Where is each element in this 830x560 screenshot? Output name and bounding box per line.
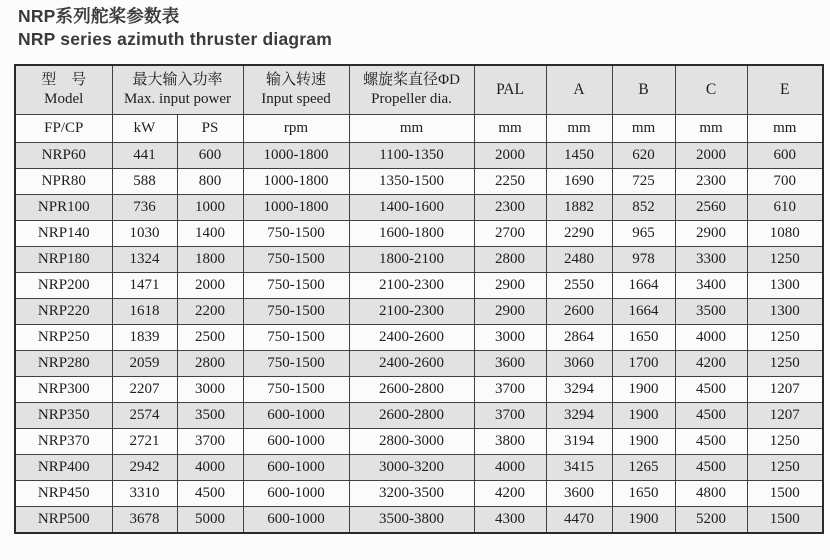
value-cell: 2600 bbox=[546, 299, 612, 325]
value-cell: 2560 bbox=[675, 195, 747, 221]
value-cell: 2800-3000 bbox=[349, 429, 474, 455]
unit-cell: mm bbox=[349, 115, 474, 143]
value-cell: 725 bbox=[612, 169, 675, 195]
value-cell: 2500 bbox=[177, 325, 243, 351]
value-cell: 1900 bbox=[612, 403, 675, 429]
header-row bbox=[15, 65, 823, 115]
value-cell: 4200 bbox=[675, 351, 747, 377]
value-cell: 2207 bbox=[112, 377, 177, 403]
value-cell: 600-1000 bbox=[243, 403, 349, 429]
value-cell: 1300 bbox=[747, 273, 823, 299]
model-cell: NRP180 bbox=[15, 247, 112, 273]
column-header-model bbox=[15, 65, 112, 115]
value-cell: 3300 bbox=[675, 247, 747, 273]
units-row bbox=[15, 115, 823, 143]
unit-cell: rpm bbox=[243, 115, 349, 143]
column-header-label-zh: 最大输入功率 bbox=[132, 71, 223, 88]
value-cell: 2000 bbox=[177, 273, 243, 299]
table-body bbox=[15, 143, 823, 533]
value-cell: 2574 bbox=[112, 403, 177, 429]
value-cell: 3294 bbox=[546, 403, 612, 429]
value-cell: 1030 bbox=[112, 221, 177, 247]
value-cell: 600 bbox=[747, 143, 823, 169]
table-row bbox=[15, 481, 823, 507]
value-cell: 2800 bbox=[474, 247, 546, 273]
value-cell: 1000-1800 bbox=[243, 169, 349, 195]
value-cell: 2700 bbox=[474, 221, 546, 247]
table-row bbox=[15, 247, 823, 273]
value-cell: 4500 bbox=[675, 403, 747, 429]
value-cell: 4000 bbox=[474, 455, 546, 481]
value-cell: 2480 bbox=[546, 247, 612, 273]
unit-cell: kW bbox=[112, 115, 177, 143]
column-header-label-en: Max. input power bbox=[123, 91, 232, 108]
value-cell: 1400 bbox=[177, 221, 243, 247]
value-cell: 1250 bbox=[747, 429, 823, 455]
value-cell: 3500 bbox=[675, 299, 747, 325]
model-cell: NRP220 bbox=[15, 299, 112, 325]
value-cell: 852 bbox=[612, 195, 675, 221]
value-cell: 4500 bbox=[675, 377, 747, 403]
value-cell: 1450 bbox=[546, 143, 612, 169]
value-cell: 1839 bbox=[112, 325, 177, 351]
column-header-a: A bbox=[546, 65, 612, 115]
unit-cell: mm bbox=[612, 115, 675, 143]
value-cell: 978 bbox=[612, 247, 675, 273]
model-cell: NRP350 bbox=[15, 403, 112, 429]
value-cell: 750-1500 bbox=[243, 377, 349, 403]
column-header-input-speed bbox=[243, 65, 349, 115]
value-cell: 1800-2100 bbox=[349, 247, 474, 273]
value-cell: 750-1500 bbox=[243, 273, 349, 299]
value-cell: 2100-2300 bbox=[349, 273, 474, 299]
value-cell: 3060 bbox=[546, 351, 612, 377]
model-cell: NPR100 bbox=[15, 195, 112, 221]
value-cell: 2900 bbox=[675, 221, 747, 247]
page-header bbox=[18, 5, 830, 51]
table-row bbox=[15, 143, 823, 169]
value-cell: 441 bbox=[112, 143, 177, 169]
value-cell: 2250 bbox=[474, 169, 546, 195]
value-cell: 600-1000 bbox=[243, 507, 349, 533]
value-cell: 1207 bbox=[747, 377, 823, 403]
value-cell: 1664 bbox=[612, 299, 675, 325]
value-cell: 700 bbox=[747, 169, 823, 195]
value-cell: 1900 bbox=[612, 429, 675, 455]
value-cell: 2300 bbox=[474, 195, 546, 221]
value-cell: 3500 bbox=[177, 403, 243, 429]
value-cell: 600-1000 bbox=[243, 455, 349, 481]
value-cell: 3600 bbox=[474, 351, 546, 377]
value-cell: 3310 bbox=[112, 481, 177, 507]
value-cell: 2400-2600 bbox=[349, 325, 474, 351]
thruster-spec-table bbox=[14, 64, 824, 534]
value-cell: 3294 bbox=[546, 377, 612, 403]
value-cell: 1471 bbox=[112, 273, 177, 299]
column-header-label-en: Model bbox=[44, 91, 84, 108]
value-cell: 3700 bbox=[474, 377, 546, 403]
column-header-pal: PAL bbox=[474, 65, 546, 115]
column-header-propeller-dia bbox=[349, 65, 474, 115]
value-cell: 1265 bbox=[612, 455, 675, 481]
unit-cell: FP/CP bbox=[15, 115, 112, 143]
page-title-zh: NRP系列舵桨参数表 bbox=[18, 6, 180, 26]
column-header-label-en: Propeller dia. bbox=[371, 91, 452, 108]
model-cell: NRP400 bbox=[15, 455, 112, 481]
value-cell: 3800 bbox=[474, 429, 546, 455]
table-row bbox=[15, 195, 823, 221]
table-row bbox=[15, 377, 823, 403]
value-cell: 4500 bbox=[177, 481, 243, 507]
value-cell: 1000-1800 bbox=[243, 195, 349, 221]
value-cell: 1900 bbox=[612, 377, 675, 403]
value-cell: 2200 bbox=[177, 299, 243, 325]
model-cell: NRP280 bbox=[15, 351, 112, 377]
value-cell: 600-1000 bbox=[243, 481, 349, 507]
value-cell: 1250 bbox=[747, 455, 823, 481]
value-cell: 4800 bbox=[675, 481, 747, 507]
value-cell: 4500 bbox=[675, 429, 747, 455]
value-cell: 600-1000 bbox=[243, 429, 349, 455]
table-row bbox=[15, 429, 823, 455]
value-cell: 2600-2800 bbox=[349, 403, 474, 429]
value-cell: 1250 bbox=[747, 351, 823, 377]
column-header-label-zh: 型 号 bbox=[41, 71, 87, 88]
value-cell: 3400 bbox=[675, 273, 747, 299]
value-cell: 1650 bbox=[612, 481, 675, 507]
value-cell: 2550 bbox=[546, 273, 612, 299]
value-cell: 1500 bbox=[747, 507, 823, 533]
value-cell: 2100-2300 bbox=[349, 299, 474, 325]
value-cell: 1100-1350 bbox=[349, 143, 474, 169]
value-cell: 1500 bbox=[747, 481, 823, 507]
value-cell: 1690 bbox=[546, 169, 612, 195]
value-cell: 2059 bbox=[112, 351, 177, 377]
table-row bbox=[15, 299, 823, 325]
value-cell: 2864 bbox=[546, 325, 612, 351]
unit-cell: mm bbox=[675, 115, 747, 143]
model-cell: NRP200 bbox=[15, 273, 112, 299]
unit-cell: mm bbox=[747, 115, 823, 143]
value-cell: 3678 bbox=[112, 507, 177, 533]
value-cell: 750-1500 bbox=[243, 325, 349, 351]
value-cell: 1700 bbox=[612, 351, 675, 377]
value-cell: 1650 bbox=[612, 325, 675, 351]
table-head bbox=[15, 65, 823, 143]
value-cell: 1400-1600 bbox=[349, 195, 474, 221]
value-cell: 2942 bbox=[112, 455, 177, 481]
value-cell: 5000 bbox=[177, 507, 243, 533]
column-header-b: B bbox=[612, 65, 675, 115]
value-cell: 2400-2600 bbox=[349, 351, 474, 377]
table-row bbox=[15, 221, 823, 247]
unit-cell: mm bbox=[546, 115, 612, 143]
value-cell: 3415 bbox=[546, 455, 612, 481]
value-cell: 610 bbox=[747, 195, 823, 221]
value-cell: 2721 bbox=[112, 429, 177, 455]
value-cell: 3700 bbox=[474, 403, 546, 429]
value-cell: 4000 bbox=[177, 455, 243, 481]
value-cell: 1000 bbox=[177, 195, 243, 221]
value-cell: 1250 bbox=[747, 325, 823, 351]
value-cell: 4500 bbox=[675, 455, 747, 481]
value-cell: 2900 bbox=[474, 273, 546, 299]
value-cell: 1000-1800 bbox=[243, 143, 349, 169]
model-cell: NRP140 bbox=[15, 221, 112, 247]
value-cell: 1324 bbox=[112, 247, 177, 273]
value-cell: 750-1500 bbox=[243, 351, 349, 377]
value-cell: 1300 bbox=[747, 299, 823, 325]
page bbox=[0, 5, 830, 534]
value-cell: 4300 bbox=[474, 507, 546, 533]
column-header-e: E bbox=[747, 65, 823, 115]
value-cell: 1207 bbox=[747, 403, 823, 429]
unit-cell: mm bbox=[474, 115, 546, 143]
table-row bbox=[15, 169, 823, 195]
model-cell: NRP370 bbox=[15, 429, 112, 455]
value-cell: 750-1500 bbox=[243, 221, 349, 247]
value-cell: 750-1500 bbox=[243, 299, 349, 325]
value-cell: 965 bbox=[612, 221, 675, 247]
value-cell: 4000 bbox=[675, 325, 747, 351]
unit-cell: PS bbox=[177, 115, 243, 143]
value-cell: 1618 bbox=[112, 299, 177, 325]
table-row bbox=[15, 455, 823, 481]
model-cell: NRP300 bbox=[15, 377, 112, 403]
page-title-en: NRP series azimuth thruster diagram bbox=[18, 28, 332, 49]
value-cell: 1800 bbox=[177, 247, 243, 273]
value-cell: 1882 bbox=[546, 195, 612, 221]
value-cell: 1664 bbox=[612, 273, 675, 299]
value-cell: 4470 bbox=[546, 507, 612, 533]
value-cell: 3000 bbox=[474, 325, 546, 351]
value-cell: 3600 bbox=[546, 481, 612, 507]
value-cell: 3700 bbox=[177, 429, 243, 455]
model-cell: NRP500 bbox=[15, 507, 112, 533]
value-cell: 2290 bbox=[546, 221, 612, 247]
value-cell: 3000 bbox=[177, 377, 243, 403]
value-cell: 2000 bbox=[675, 143, 747, 169]
model-cell: NRP250 bbox=[15, 325, 112, 351]
value-cell: 620 bbox=[612, 143, 675, 169]
value-cell: 1350-1500 bbox=[349, 169, 474, 195]
value-cell: 1080 bbox=[747, 221, 823, 247]
table-row bbox=[15, 273, 823, 299]
value-cell: 1900 bbox=[612, 507, 675, 533]
value-cell: 2600-2800 bbox=[349, 377, 474, 403]
value-cell: 2000 bbox=[474, 143, 546, 169]
model-cell: NRP450 bbox=[15, 481, 112, 507]
table-row bbox=[15, 325, 823, 351]
value-cell: 1250 bbox=[747, 247, 823, 273]
value-cell: 800 bbox=[177, 169, 243, 195]
value-cell: 736 bbox=[112, 195, 177, 221]
column-header-label-en: Input speed bbox=[261, 91, 331, 108]
model-cell: NRP60 bbox=[15, 143, 112, 169]
value-cell: 3000-3200 bbox=[349, 455, 474, 481]
column-header-label-zh: 螺旋桨直径ΦD bbox=[363, 71, 460, 88]
value-cell: 4200 bbox=[474, 481, 546, 507]
value-cell: 1600-1800 bbox=[349, 221, 474, 247]
column-header-max-input-power bbox=[112, 65, 243, 115]
value-cell: 750-1500 bbox=[243, 247, 349, 273]
value-cell: 2800 bbox=[177, 351, 243, 377]
column-header-label-zh: 输入转速 bbox=[266, 71, 327, 88]
value-cell: 3200-3500 bbox=[349, 481, 474, 507]
value-cell: 5200 bbox=[675, 507, 747, 533]
table-row bbox=[15, 403, 823, 429]
table-row bbox=[15, 351, 823, 377]
table-row bbox=[15, 507, 823, 533]
column-header-c: C bbox=[675, 65, 747, 115]
value-cell: 2300 bbox=[675, 169, 747, 195]
value-cell: 2900 bbox=[474, 299, 546, 325]
value-cell: 600 bbox=[177, 143, 243, 169]
value-cell: 3500-3800 bbox=[349, 507, 474, 533]
model-cell: NPR80 bbox=[15, 169, 112, 195]
value-cell: 3194 bbox=[546, 429, 612, 455]
value-cell: 588 bbox=[112, 169, 177, 195]
